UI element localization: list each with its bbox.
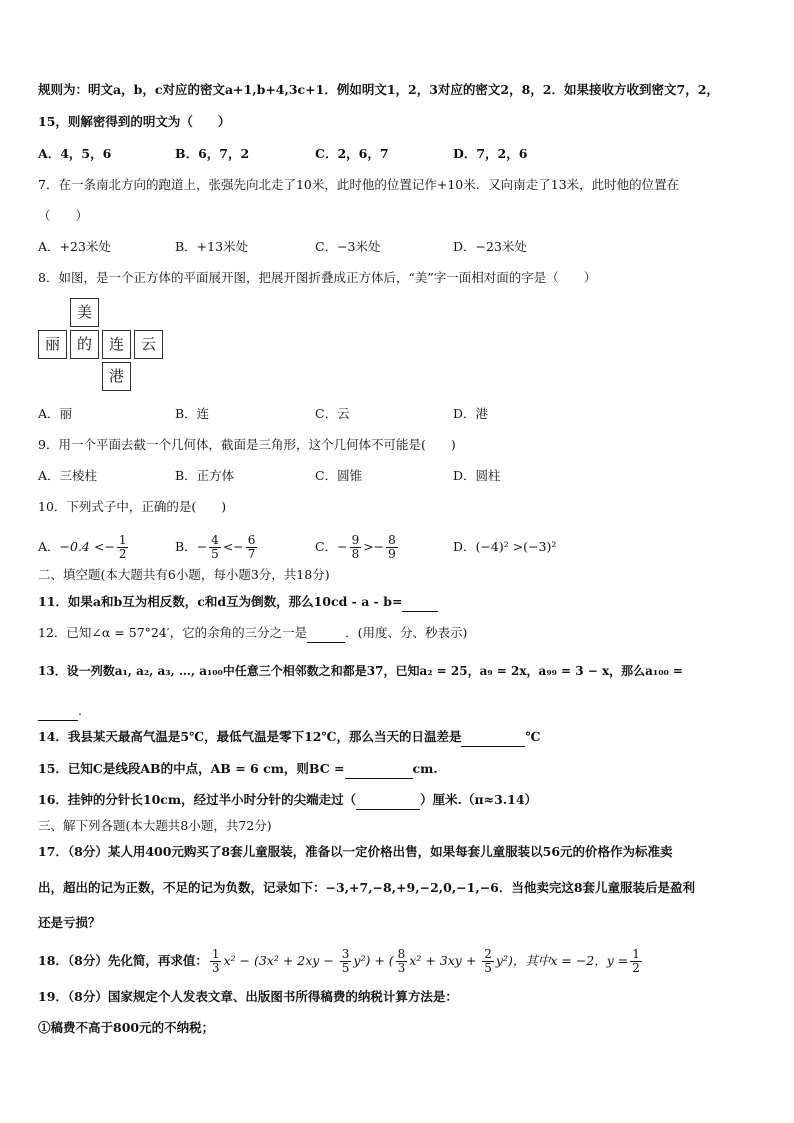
q6-option-b: B．6，7，2 <box>175 146 250 161</box>
q10-a-den: 2 <box>118 547 127 561</box>
q19-line2: ①稿费不高于800元的不纳税； <box>38 1020 215 1035</box>
q12-text: 12．已知∠α = 57°24′，它的余角的三分之一是 <box>38 625 308 640</box>
q10-c-fraction2 <box>386 534 398 561</box>
q8-line1: 8．如图，是一个正方体的平面展开图，把展开图折叠成正方体后，“美”字一面相对面的字是（ ） <box>38 270 597 285</box>
q10-b-den2: 7 <box>247 547 256 561</box>
q6-option-d: D．7，2，6 <box>453 146 528 161</box>
q8-option-c: C．云 <box>315 406 350 421</box>
cube-net-figure <box>38 298 168 390</box>
q13: 13．设一列数a₁, a₂, a₃, …, a₁₀₀中任意三个相邻数之和都是37，已知a₂ = 25，a₉ = 2x，a₉₉ = 3 − x，那么a₁₀₀ = <box>38 664 683 678</box>
q18-f4d: 5 <box>484 961 492 975</box>
q18-f5d: 2 <box>632 961 640 975</box>
q16 <box>38 791 764 810</box>
q10-c-label: C． <box>315 539 338 554</box>
q14-answer-blank[interactable] <box>461 728 525 747</box>
q18-f2d: 5 <box>341 961 350 975</box>
q10-a-expr: −0.4 <− <box>59 539 115 554</box>
q18-label: 18．（8分）先化简，再求值： <box>38 953 208 968</box>
q10-b-num2: 6 <box>247 533 256 547</box>
q10-option-b <box>175 530 259 564</box>
q8-option-a: A．丽 <box>38 406 73 421</box>
q10-c-den2: 9 <box>388 547 396 561</box>
q18-frac2 <box>340 948 352 975</box>
q18-f3n: 8 <box>397 947 406 961</box>
q18-tail2: x² + 3xy + <box>409 953 481 968</box>
q10-option-a <box>38 530 130 564</box>
q13-answer <box>38 702 764 721</box>
q9-option-c: C．圆锥 <box>315 468 363 483</box>
q7-options <box>38 238 758 256</box>
q6-line2: 15，则解密得到的明文为（ ） <box>38 114 231 129</box>
q7-option-d: D．−23米处 <box>453 239 527 254</box>
q18-f1n: 1 <box>211 947 220 961</box>
q17-line1: 17．（8分）某人用400元购买了8套儿童服装，准备以一定价格出售，如果每套儿童服装以56元的价格作为标准卖 <box>38 844 673 859</box>
q10-c-num2: 8 <box>388 533 396 547</box>
q13-end: . <box>78 703 82 718</box>
q14-unit: ℃ <box>525 729 541 744</box>
section2-heading: 二、填空题(本大题共有6小题，每小题3分，共18分) <box>38 567 330 582</box>
q9-option-b: B．正方体 <box>175 468 235 483</box>
q10-b-fraction1 <box>209 534 221 561</box>
q18-frac3 <box>396 948 408 975</box>
net-cell-bottom: 港 <box>102 362 131 391</box>
q10-c-pre: − <box>337 539 348 554</box>
q7-option-a: A．+23米处 <box>38 239 111 254</box>
q10-b-den1: 5 <box>211 547 219 561</box>
q18-frac1 <box>210 948 222 975</box>
q9-options <box>38 467 758 485</box>
q8-options <box>38 405 758 423</box>
q10-c-mid: >− <box>363 539 385 554</box>
q10-b-fraction2 <box>246 534 258 561</box>
q6-line1: 规则为：明文a，b，c对应的密文a+1,b+4,3c+1．例如明文1，2，3对应的密文2，8，2．如果接收方收到密文7，2， <box>38 82 719 97</box>
q16-end: ）厘米.（π≈3.14） <box>420 792 538 807</box>
q15-text: 15．已知C是线段AB的中点，AB = 6 cm，则BC = <box>38 761 345 776</box>
q10-b-pre: − <box>196 539 208 554</box>
q19-line1: 19．（8分）国家规定个人发表文章、出版图书所得稿费的纳税计算方法是： <box>38 989 458 1004</box>
q18-tail3: y²)，其中x = −2，y = <box>495 953 629 968</box>
q12 <box>38 624 764 643</box>
q9-option-a: A．三棱柱 <box>38 468 98 483</box>
q15 <box>38 760 764 779</box>
q8-option-b: B．连 <box>175 406 210 421</box>
q7-option-c: C．−3米处 <box>315 239 381 254</box>
q18-f5n: 1 <box>632 947 640 961</box>
q6-option-c: C．2，6，7 <box>315 146 389 161</box>
q10-b-mid: <− <box>222 539 244 554</box>
q18 <box>38 944 764 978</box>
q18-frac4 <box>482 948 494 975</box>
q10-b-num1: 4 <box>211 533 219 547</box>
net-cell-4: 云 <box>134 330 163 359</box>
q17-line2: 出，超出的记为正数，不足的记为负数，记录如下：−3,+7,−8,+9,−2,0,−1,−6．当他卖完这8套儿童服装后是盈利 <box>38 880 696 895</box>
q11-answer-blank[interactable] <box>402 593 438 612</box>
q14-text: 14．我县某天最高气温是5℃，最低气温是零下12℃，那么当天的日温差是 <box>38 729 462 744</box>
net-cell-top: 美 <box>70 298 99 327</box>
q14 <box>38 728 764 747</box>
q7-line1: 7．在一条南北方向的跑道上，张强先向北走了10米，此时他的位置记作+10米．又向南走了13米，此时他的位置在 <box>38 177 680 192</box>
q12-tail: ．(用度、分、秒表示) <box>345 625 468 640</box>
q18-f4n: 2 <box>484 947 492 961</box>
q18-frac5 <box>630 948 642 975</box>
q11-text: 11．如果a和b互为相反数，c和d互为倒数，那么10cd - a - b= <box>38 594 403 609</box>
q10-b-label: B． <box>175 539 197 554</box>
q9-option-d: D．圆柱 <box>453 468 501 483</box>
q10-c-num1: 9 <box>351 533 360 547</box>
net-cell-1: 丽 <box>38 330 67 359</box>
q9-line1: 9．用一个平面去截一个几何体，截面是三角形，这个几何体不可能是( ) <box>38 437 456 452</box>
q7-option-b: B．+13米处 <box>175 239 249 254</box>
q10-a-label: A． <box>38 539 60 554</box>
q18-f1d: 3 <box>211 961 220 975</box>
q16-text: 16．挂钟的分针长10cm，经过半小时分针的尖端走过（ <box>38 792 357 807</box>
q10-d-label: D． <box>453 539 476 554</box>
q10-line1: 10．下列式子中，正确的是( ) <box>38 499 227 514</box>
q10-d-expr: (−4)² >(−3)² <box>475 539 557 554</box>
q10-c-den1: 8 <box>351 547 360 561</box>
q8-option-d: D．港 <box>453 406 489 421</box>
q10-option-d <box>453 530 556 564</box>
section3-heading: 三、解下列各题(本大题共8小题，共72分) <box>38 818 272 833</box>
q6-option-a: A．4，5，6 <box>38 146 112 161</box>
q10-options <box>38 530 758 564</box>
net-cell-3: 连 <box>102 330 131 359</box>
q18-tail: y²) + ( <box>353 953 394 968</box>
q16-answer-blank[interactable] <box>356 791 420 810</box>
q7-line2: （ ） <box>38 208 89 223</box>
net-cell-2: 的 <box>70 330 99 359</box>
q15-answer-blank[interactable] <box>345 760 413 779</box>
q17-line3: 还是亏损？ <box>38 915 101 930</box>
q10-c-fraction1 <box>350 534 362 561</box>
q10-a-fraction <box>117 534 129 561</box>
q10-option-c <box>315 530 400 564</box>
q15-unit: cm. <box>412 761 438 776</box>
q18-f3d: 3 <box>397 961 406 975</box>
q10-a-num: 1 <box>118 533 127 547</box>
q13-answer-blank[interactable] <box>38 702 78 721</box>
q11 <box>38 593 764 612</box>
q18-expr: x² − (3x² + 2xy − <box>223 953 338 968</box>
q6-options <box>38 145 758 163</box>
q18-f2n: 3 <box>341 947 350 961</box>
q12-answer-blank[interactable] <box>307 624 345 643</box>
